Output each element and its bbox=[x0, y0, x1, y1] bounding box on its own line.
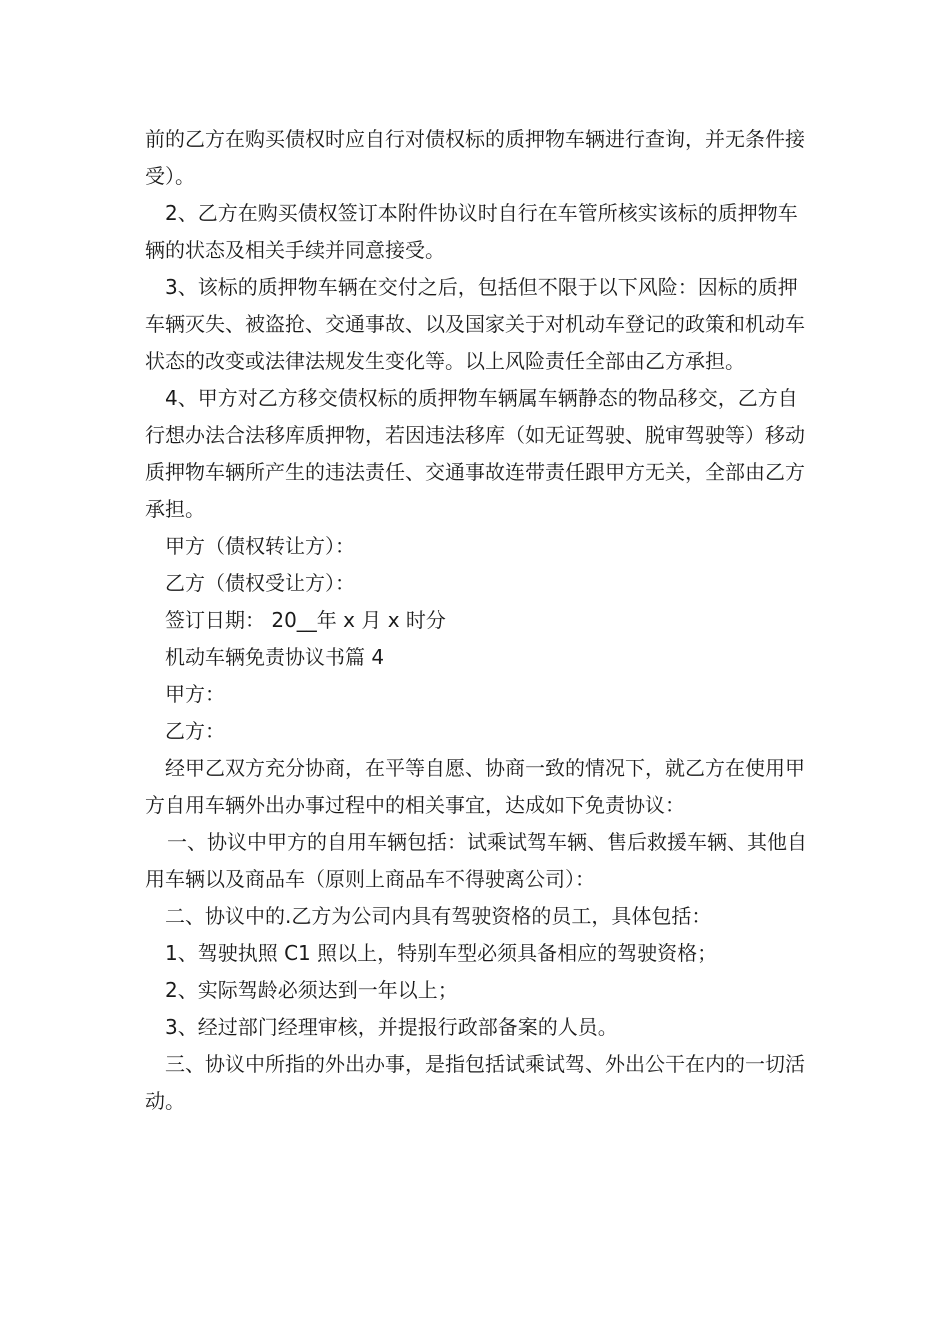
party-b-transferee-line: 乙方（债权受让方）： bbox=[165, 571, 355, 595]
signing-date-line: 签订日期： 20__年 x 月 x 时分 bbox=[165, 608, 446, 632]
clause-2: 二、协议中的.乙方为公司内具有驾驶资格的员工，具体包括： bbox=[165, 904, 712, 928]
party-b-line: 乙方： bbox=[165, 719, 225, 743]
party-a-transferor-line: 甲方（债权转让方）： bbox=[165, 534, 355, 558]
clause-1: 一、协议中甲方的自用车辆包括：试乘试驾车辆、售后救援车辆、其他自用车辆以及商品车（原则上商品车不得驶离公司）： bbox=[145, 830, 807, 891]
paragraph-3: 3、该标的质押物车辆在交付之后，包括但不限于以下风险：因标的质押车辆灭失、被盗抢、交通事故、以及国家关于对机动车登记的政策和机动车状态的改变或法律法规发生变化等。以上风险责任全部由乙方承担。 bbox=[145, 275, 805, 373]
section-title: 机动车辆免责协议书篇 4 bbox=[165, 645, 385, 669]
party-a-line: 甲方： bbox=[165, 682, 225, 706]
paragraph-1: 前的乙方在购买债权时应自行对债权标的质押物车辆进行查询，并无条件接受）。 bbox=[145, 127, 805, 188]
paragraph-2: 2、乙方在购买债权签订本附件协议时自行在车管所核实该标的质押物车辆的状态及相关手续并同意接受。 bbox=[145, 201, 798, 262]
clause-2-item-2: 2、实际驾龄必须达到一年以上； bbox=[165, 978, 458, 1002]
document-body bbox=[145, 121, 817, 1120]
clause-2-item-1: 1、驾驶执照 C1 照以上，特别车型必须具备相应的驾驶资格； bbox=[165, 941, 718, 965]
clause-3: 三、协议中所指的外出办事，是指包括试乘试驾、外出公干在内的一切活动。 bbox=[145, 1052, 805, 1113]
clause-2-item-3: 3、经过部门经理审核，并提报行政部备案的人员。 bbox=[165, 1015, 618, 1039]
paragraph-4: 4、甲方对乙方移交债权标的质押物车辆属车辆静态的物品移交，乙方自行想办法合法移库质押物，若因违法移库（如无证驾驶、脱审驾驶等）移动质押物车辆所产生的违法责任、交通事故连带责任跟甲方无关，全部由乙方承担。 bbox=[145, 386, 805, 521]
paragraph-intro: 经甲乙双方充分协商，在平等自愿、协商一致的情况下，就乙方在使用甲方自用车辆外出办事过程中的相关事宜，达成如下免责协议： bbox=[145, 756, 805, 817]
